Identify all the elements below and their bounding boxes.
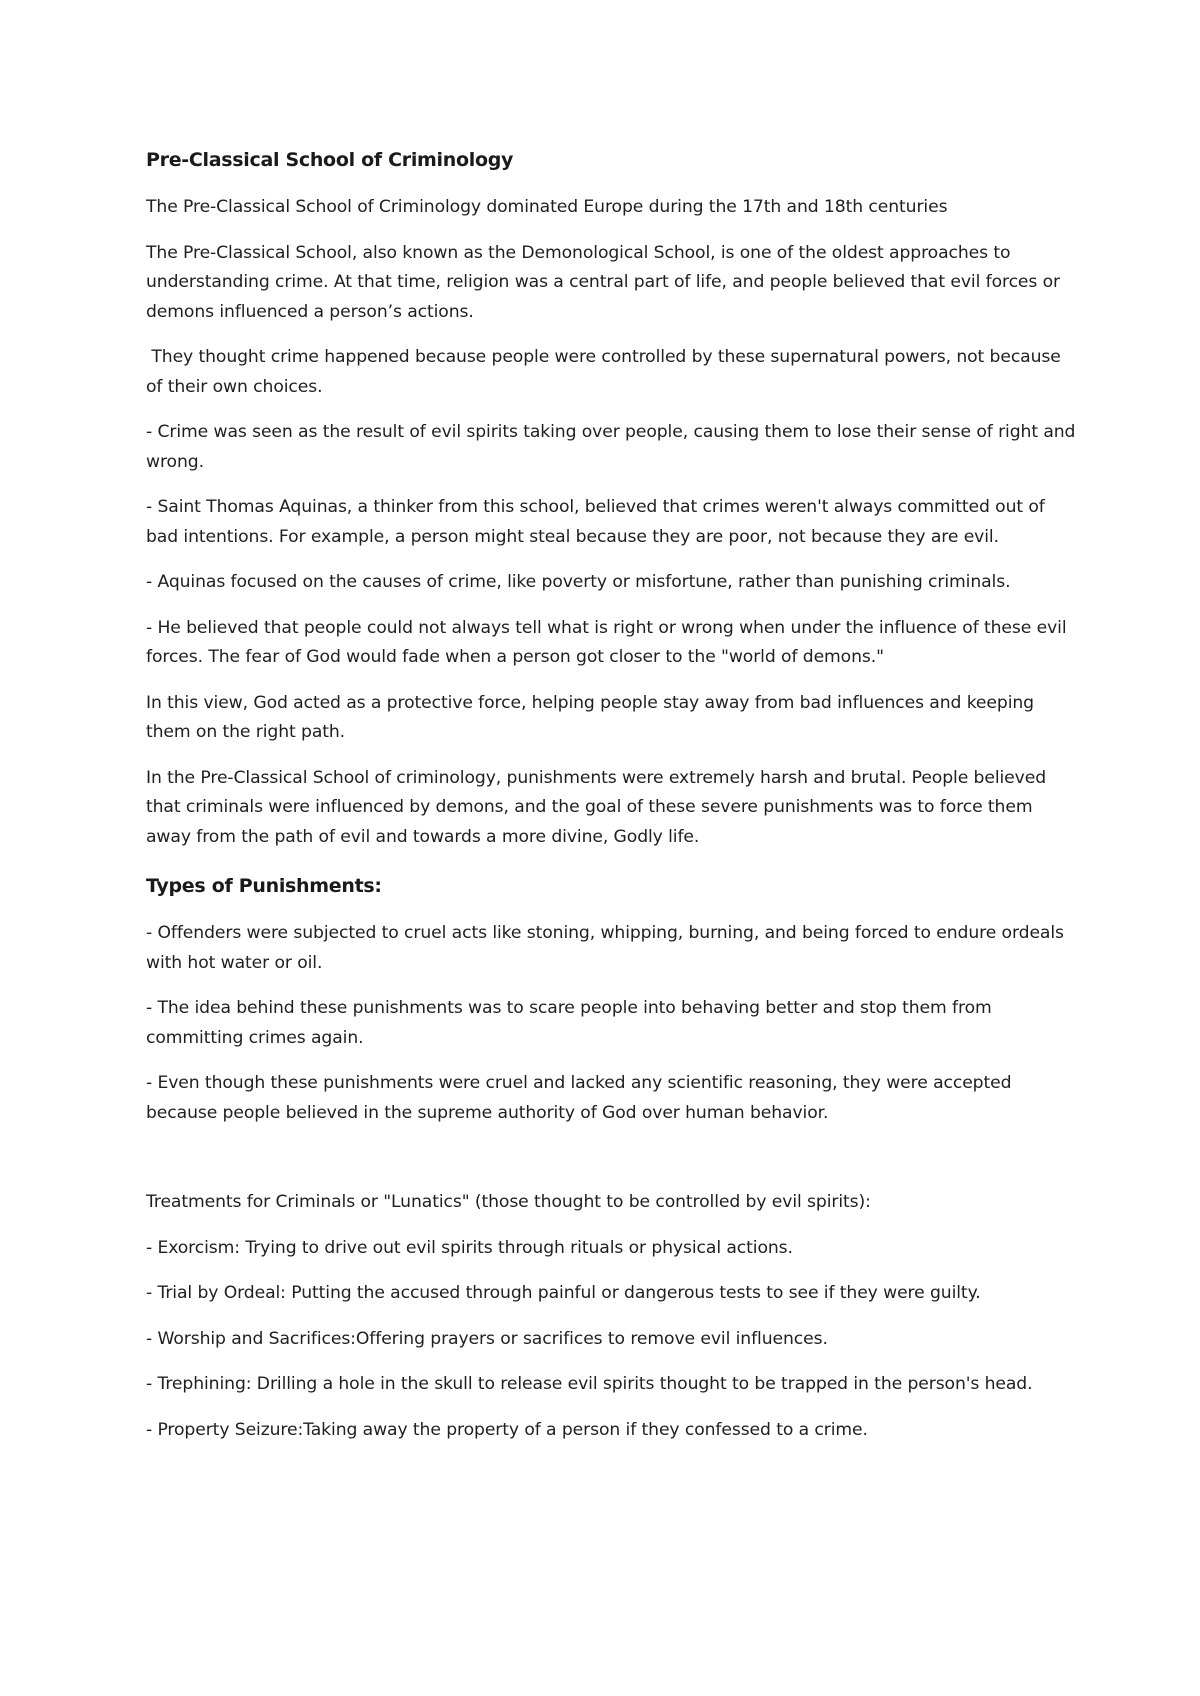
paragraph-harsh-punishments: In the Pre-Classical School of criminology, punishments were extremely harsh and brutal. People believed that criminals were influenced by demons, and the goal of these severe punishments was to force them away from the path of evil and towards a more divine, Godly life. [146, 767, 1046, 847]
list-item: - Property Seizure:Taking away the property of a person if they confessed to a crime. [146, 1419, 868, 1440]
treatments-heading: Treatments for Criminals or "Lunatics" (those thought to be controlled by evil spirits): [146, 1192, 871, 1212]
document-title: Pre-Classical School of Criminology [146, 149, 514, 171]
list-item: - Saint Thomas Aquinas, a thinker from this school, believed that crimes weren't always committed out of bad intentions. For example, a person might steal because they are poor, not because they are evil. [146, 497, 1045, 547]
list-item: - Worship and Sacrifices:Offering prayers or sacrifices to remove evil influences. [146, 1328, 828, 1349]
list-item: - Even though these punishments were cruel and lacked any scientific reasoning, they were accepted because people believed in the supreme authority of God over human behavior. [146, 1073, 1012, 1123]
blank-line [146, 1144, 1081, 1188]
list-item: - Crime was seen as the result of evil spirits taking over people, causing them to lose their sense of right and wrong. [146, 422, 1076, 472]
paragraph-supernatural-powers: They thought crime happened because people were controlled by these supernatural powers, not because of their own choices. [146, 347, 1067, 397]
list-item: - He believed that people could not always tell what is right or wrong when under the influence of these evil forces. The fear of God would fade when a person got closer to the "world of demons." [146, 617, 1067, 667]
list-item: - Offenders were subjected to cruel acts like stoning, whipping, burning, and being forced to endure ordeals with hot water or oil. [146, 923, 1064, 973]
list-item: - The idea behind these punishments was to scare people into behaving better and stop them from committing crimes again. [146, 998, 992, 1048]
list-item: - Trial by Ordeal: Putting the accused through painful or dangerous tests to see if they were guilty. [146, 1283, 981, 1303]
paragraph-protective-force: In this view, God acted as a protective force, helping people stay away from bad influences and keeping them on the right path. [146, 692, 1034, 742]
list-item: - Trephining: Drilling a hole in the skull to release evil spirits thought to be trapped in the person's head. [146, 1374, 1033, 1394]
list-item: - Exorcism: Trying to drive out evil spirits through rituals or physical actions. [146, 1237, 793, 1258]
list-item: - Aquinas focused on the causes of crime, like poverty or misfortune, rather than punishing criminals. [146, 572, 1011, 592]
paragraph-demonological-school: The Pre-Classical School, also known as the Demonological School, is one of the oldest approaches to understanding crime. At that time, religion was a central part of life, and people believed that evil forces or demons influenced a person’s actions. [146, 242, 1060, 322]
punishments-heading: Types of Punishments: [146, 875, 382, 897]
intro-paragraph: The Pre-Classical School of Criminology dominated Europe during the 17th and 18th centuries [146, 197, 948, 217]
document-body [146, 142, 1081, 1461]
